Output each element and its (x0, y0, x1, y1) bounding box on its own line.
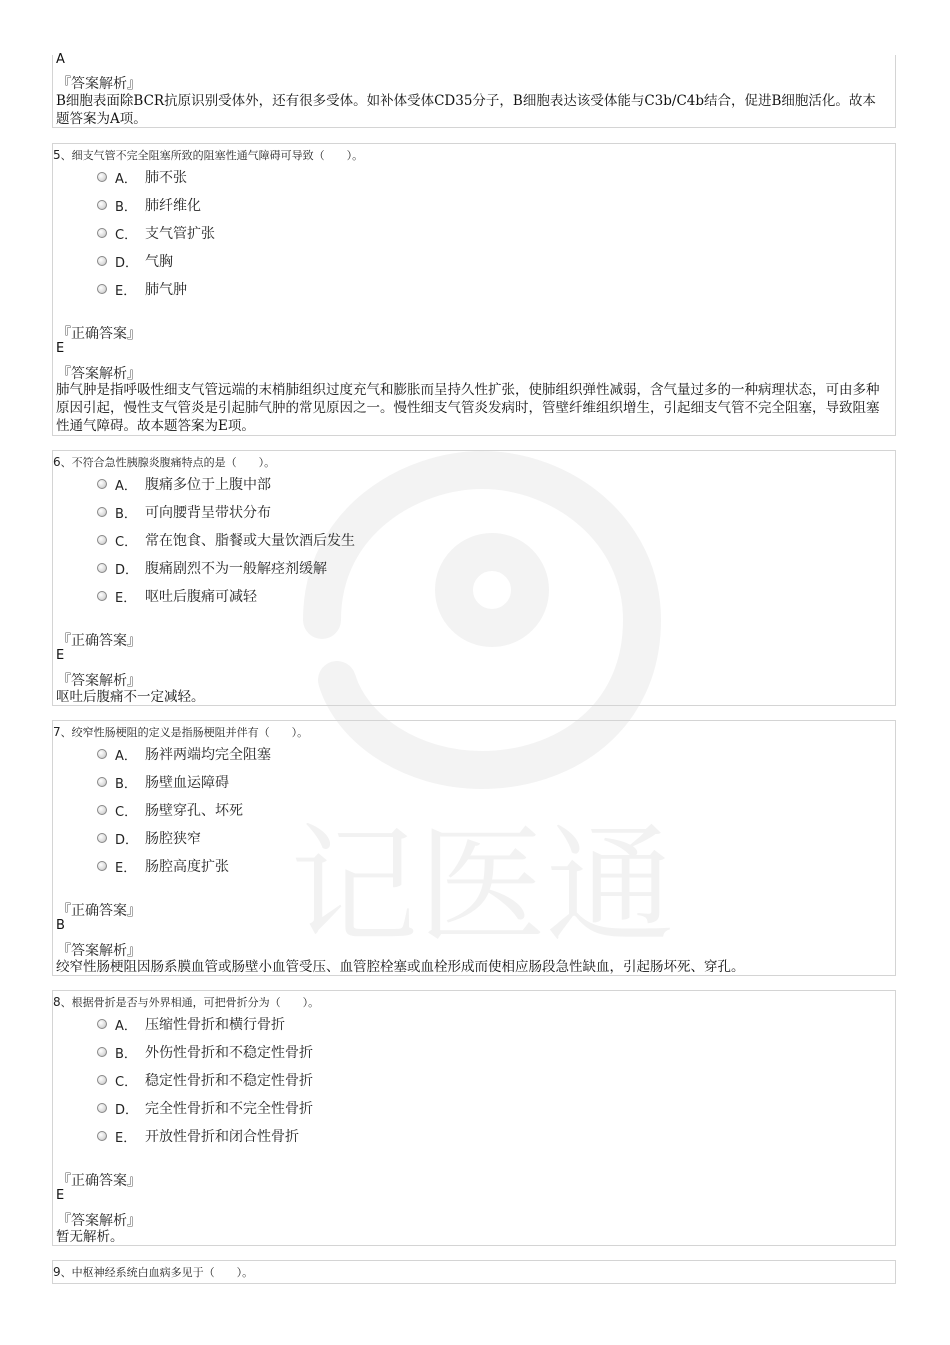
watermark-text: 记医通 (289, 812, 675, 961)
option-text: 腹痛多位于上腹中部 (145, 477, 271, 493)
option-d[interactable] (97, 251, 173, 271)
option-text: 肺气肿 (145, 282, 187, 298)
radio-icon[interactable] (97, 507, 107, 517)
radio-icon[interactable] (97, 256, 107, 266)
option-letter: D． (115, 832, 139, 848)
option-letter: A． (115, 478, 137, 494)
option-c[interactable] (97, 223, 215, 243)
option-a[interactable] (97, 474, 271, 494)
option-letter: D． (115, 1102, 139, 1118)
option-letter: B． (115, 199, 137, 215)
option-text: 呕吐后腹痛可减轻 (145, 589, 257, 605)
question-text: 、不符合急性胰腺炎腹痛特点的是（ ）。 (60, 456, 276, 469)
question-stem (53, 1264, 253, 1280)
option-letter: D． (115, 562, 139, 578)
radio-icon[interactable] (97, 563, 107, 573)
question-number: 7 (53, 725, 61, 739)
question-stem (53, 454, 275, 470)
question-6 (52, 450, 896, 706)
option-b[interactable] (97, 1042, 313, 1062)
option-letter: A． (115, 171, 137, 187)
correct-answer-label: 『正确答案』 (57, 326, 141, 342)
option-letter: B． (115, 506, 137, 522)
option-letter: C． (115, 534, 138, 550)
option-letter: A． (115, 1018, 137, 1034)
option-e[interactable] (97, 586, 257, 606)
option-b[interactable] (97, 195, 201, 215)
option-letter: B． (115, 776, 137, 792)
option-a[interactable] (97, 1014, 285, 1034)
option-text: 肠腔高度扩张 (145, 859, 229, 875)
correct-answer-label: 『正确答案』 (57, 903, 141, 919)
correct-answer-label: 『正确答案』 (57, 1173, 141, 1189)
option-text: 肺纤维化 (145, 198, 201, 214)
option-text: 肠壁穿孔、坏死 (145, 803, 243, 819)
explanation-label: 『答案解析』 (57, 673, 141, 689)
radio-icon[interactable] (97, 749, 107, 759)
option-letter: A． (115, 748, 137, 764)
option-b[interactable] (97, 772, 229, 792)
option-text: 腹痛剧烈不为一般解痉剂缓解 (145, 561, 327, 577)
explanation-label: 『答案解析』 (57, 1213, 141, 1229)
option-text: 气胸 (145, 254, 173, 270)
radio-icon[interactable] (97, 200, 107, 210)
radio-icon[interactable] (97, 1019, 107, 1029)
option-a[interactable] (97, 744, 271, 764)
option-text: 肺不张 (145, 170, 187, 186)
option-text: 肠袢两端均完全阻塞 (145, 747, 271, 763)
explanation-text: 暂无解析。 (56, 1229, 124, 1245)
correct-answer-value: E (56, 341, 65, 356)
radio-icon[interactable] (97, 1047, 107, 1057)
radio-icon[interactable] (97, 535, 107, 545)
option-text: 支气管扩张 (145, 226, 215, 242)
radio-icon[interactable] (97, 479, 107, 489)
option-c[interactable] (97, 800, 243, 820)
option-letter: B． (115, 1046, 137, 1062)
option-text: 常在饱食、脂餐或大量饮酒后发生 (145, 533, 355, 549)
option-d[interactable] (97, 1098, 313, 1118)
question-number: 8 (53, 995, 61, 1009)
option-letter: E． (115, 1130, 137, 1146)
option-a[interactable] (97, 167, 187, 187)
question-4-tail (52, 52, 896, 128)
radio-icon[interactable] (97, 172, 107, 182)
correct-answer-value: E (56, 1188, 65, 1203)
explanation-label: 『答案解析』 (57, 366, 141, 382)
question-text: 、中枢神经系统白血病多见于（ ）。 (60, 1266, 254, 1279)
question-number: 9 (53, 1265, 61, 1279)
correct-answer-value: E (56, 648, 65, 663)
explanation-text: 绞窄性肠梗阻因肠系膜血管或肠壁小血管受压、血管腔栓塞或血栓形成而使相应肠段急性缺血，引起肠坏死、穿孔。 (56, 959, 745, 975)
option-letter: C． (115, 1074, 138, 1090)
option-e[interactable] (97, 279, 187, 299)
question-5 (52, 143, 896, 436)
option-d[interactable] (97, 828, 201, 848)
question-number: 6 (53, 455, 61, 469)
radio-icon[interactable] (97, 1131, 107, 1141)
option-text: 外伤性骨折和不稳定性骨折 (145, 1045, 313, 1061)
option-b[interactable] (97, 502, 271, 522)
radio-icon[interactable] (97, 777, 107, 787)
question-stem (53, 147, 363, 163)
radio-icon[interactable] (97, 1103, 107, 1113)
option-c[interactable] (97, 530, 355, 550)
correct-answer-label: 『正确答案』 (57, 633, 141, 649)
radio-icon[interactable] (97, 228, 107, 238)
question-stem (53, 994, 319, 1010)
explanation-text: 肺气肿是指呼吸性细支气管远端的末梢肺组织过度充气和膨胀而呈持久性扩张，使肺组织弹性减弱，含气量过多的一种病理状态，可由多种原因引起，慢性支气管炎是引起肺气肿的常见原因之一。慢性细支气管炎发病时，管壁纤维组织增生，引起细支气管不完全阻塞，导致阻塞性通气障碍。故本题答案为E项。 (56, 382, 880, 434)
option-letter: E． (115, 860, 137, 876)
option-letter: D． (115, 255, 139, 271)
option-text: 可向腰背呈带状分布 (145, 505, 271, 521)
option-text: 稳定性骨折和不稳定性骨折 (145, 1073, 313, 1089)
option-c[interactable] (97, 1070, 313, 1090)
option-e[interactable] (97, 1126, 299, 1146)
question-text: 、绞窄性肠梗阻的定义是指肠梗阻并伴有（ ）。 (60, 726, 309, 739)
option-text: 完全性骨折和不完全性骨折 (145, 1101, 313, 1117)
radio-icon[interactable] (97, 833, 107, 843)
radio-icon[interactable] (97, 284, 107, 294)
question-text: 、根据骨折是否与外界相通，可把骨折分为（ ）。 (60, 996, 320, 1009)
option-text: 压缩性骨折和横行骨折 (145, 1017, 285, 1033)
question-stem (53, 724, 308, 740)
radio-icon[interactable] (97, 591, 107, 601)
radio-icon[interactable] (97, 861, 107, 871)
option-text: 开放性骨折和闭合性骨折 (145, 1129, 299, 1145)
correct-answer-value: B (56, 918, 65, 933)
option-letter: E． (115, 283, 137, 299)
option-text: 肠壁血运障碍 (145, 775, 229, 791)
question-text: 、细支气管不完全阻塞所致的阻塞性通气障碍可导致（ ）。 (60, 149, 364, 162)
explanation-label: 『答案解析』 (57, 943, 141, 959)
explanation-label: 『答案解析』 (57, 76, 141, 92)
radio-icon[interactable] (97, 1075, 107, 1085)
radio-icon[interactable] (97, 805, 107, 815)
question-7 (52, 720, 896, 976)
option-text: 肠腔狭窄 (145, 831, 201, 847)
option-e[interactable] (97, 856, 229, 876)
option-d[interactable] (97, 558, 327, 578)
explanation-text: B细胞表面除BCR抗原识别受体外，还有很多受体。如补体受体CD35分子，B细胞表达该受体能与C3b/C4b结合，促进B细胞活化。故本题答案为A项。 (56, 93, 876, 127)
option-letter: C． (115, 227, 138, 243)
option-letter: C． (115, 804, 138, 820)
question-number: 5 (53, 148, 61, 162)
question-8 (52, 990, 896, 1246)
option-letter: E． (115, 590, 137, 606)
correct-answer-value: A (56, 52, 65, 67)
question-9 (52, 1260, 896, 1284)
explanation-text: 呕吐后腹痛不一定减轻。 (56, 689, 205, 705)
